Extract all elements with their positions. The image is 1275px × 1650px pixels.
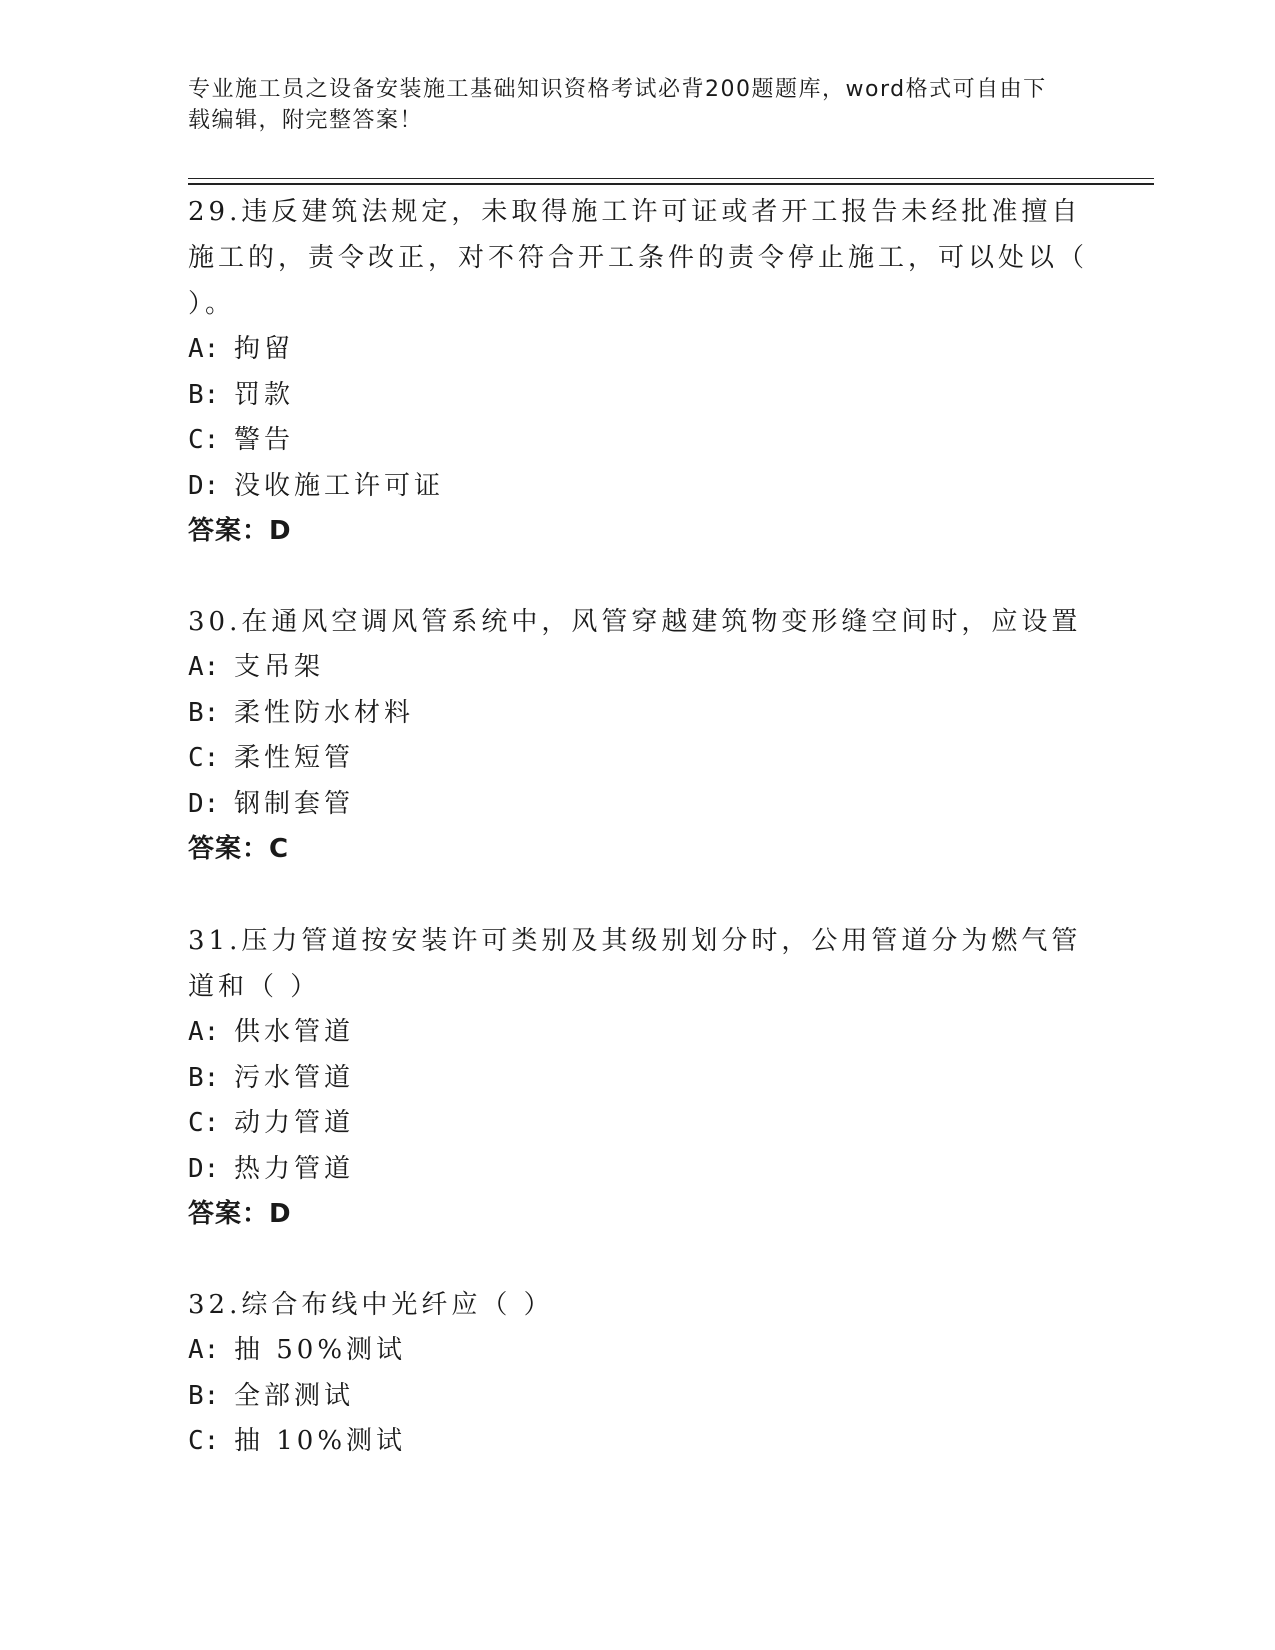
option-text: 支吊架: [234, 652, 325, 682]
option-letter: A:: [188, 334, 220, 364]
option-letter: B:: [188, 1062, 220, 1093]
option-letter: A:: [188, 1335, 220, 1365]
option-text: 抽 10%测试: [234, 1426, 407, 1456]
option-letter: C:: [188, 743, 220, 773]
question-30: [188, 599, 1088, 873]
header-rule-thin: [188, 178, 1154, 179]
option-a: [188, 1328, 1088, 1374]
option-c: [188, 736, 1088, 782]
option-letter: D:: [188, 788, 220, 819]
question-29: [188, 189, 1088, 555]
option-letter: D:: [188, 470, 220, 501]
option-b: [188, 691, 1088, 737]
option-letter: C:: [188, 425, 220, 455]
option-letter: B:: [188, 1380, 220, 1411]
header-rule-thick: [188, 183, 1154, 185]
question-stem: 30.在通风空调风管系统中，风管穿越建筑物变形缝空间时，应设置: [188, 607, 1082, 637]
option-text: 柔性短管: [234, 743, 355, 773]
option-d: [188, 464, 1088, 510]
question-32: [188, 1282, 1088, 1465]
answer-line: 答案：D: [188, 516, 292, 546]
option-a: [188, 327, 1088, 373]
option-letter: A:: [188, 652, 220, 682]
option-letter: B:: [188, 697, 220, 728]
option-text: 抽 50%测试: [234, 1335, 407, 1365]
option-letter: C:: [188, 1426, 220, 1456]
option-b: [188, 373, 1088, 419]
option-d: [188, 1147, 1088, 1193]
option-text: 动力管道: [234, 1108, 355, 1138]
option-letter: A:: [188, 1017, 220, 1047]
option-text: 罚款: [234, 379, 295, 410]
option-text: 没收施工许可证: [234, 470, 445, 501]
question-31: [188, 918, 1088, 1238]
option-letter: B:: [188, 379, 220, 410]
option-d: [188, 782, 1088, 828]
question-stem: 31.压力管道按安装许可类别及其级别划分时，公用管道分为燃气管道和（ ）: [188, 926, 1082, 1002]
option-text: 拘留: [234, 334, 295, 364]
answer-line: 答案：C: [188, 834, 290, 864]
option-text: 柔性防水材料: [234, 697, 415, 728]
option-text: 全部测试: [234, 1380, 355, 1411]
option-text: 警告: [234, 425, 295, 455]
option-text: 钢制套管: [234, 788, 355, 819]
option-text: 热力管道: [234, 1153, 355, 1184]
option-a: [188, 645, 1088, 691]
answer-line: 答案：D: [188, 1199, 292, 1229]
option-c: [188, 418, 1088, 464]
option-a: [188, 1010, 1088, 1056]
option-text: 供水管道: [234, 1017, 355, 1047]
option-b: [188, 1374, 1088, 1420]
document-header: 专业施工员之设备安装施工基础知识资格考试必背200题题库，word格式可自由下载编辑，附完整答案！: [188, 77, 1047, 133]
option-text: 污水管道: [234, 1062, 355, 1093]
option-b: [188, 1056, 1088, 1102]
option-letter: D:: [188, 1153, 220, 1184]
question-stem: 32.综合布线中光纤应（ ）: [188, 1290, 554, 1320]
option-c: [188, 1419, 1088, 1465]
option-letter: C:: [188, 1108, 220, 1138]
question-stem: 29.违反建筑法规定，未取得施工许可证或者开工报告未经批准擅自施工的，责令改正，对不符合开工条件的责令停止施工，可以处以（ ）。: [188, 197, 1089, 319]
option-c: [188, 1101, 1088, 1147]
